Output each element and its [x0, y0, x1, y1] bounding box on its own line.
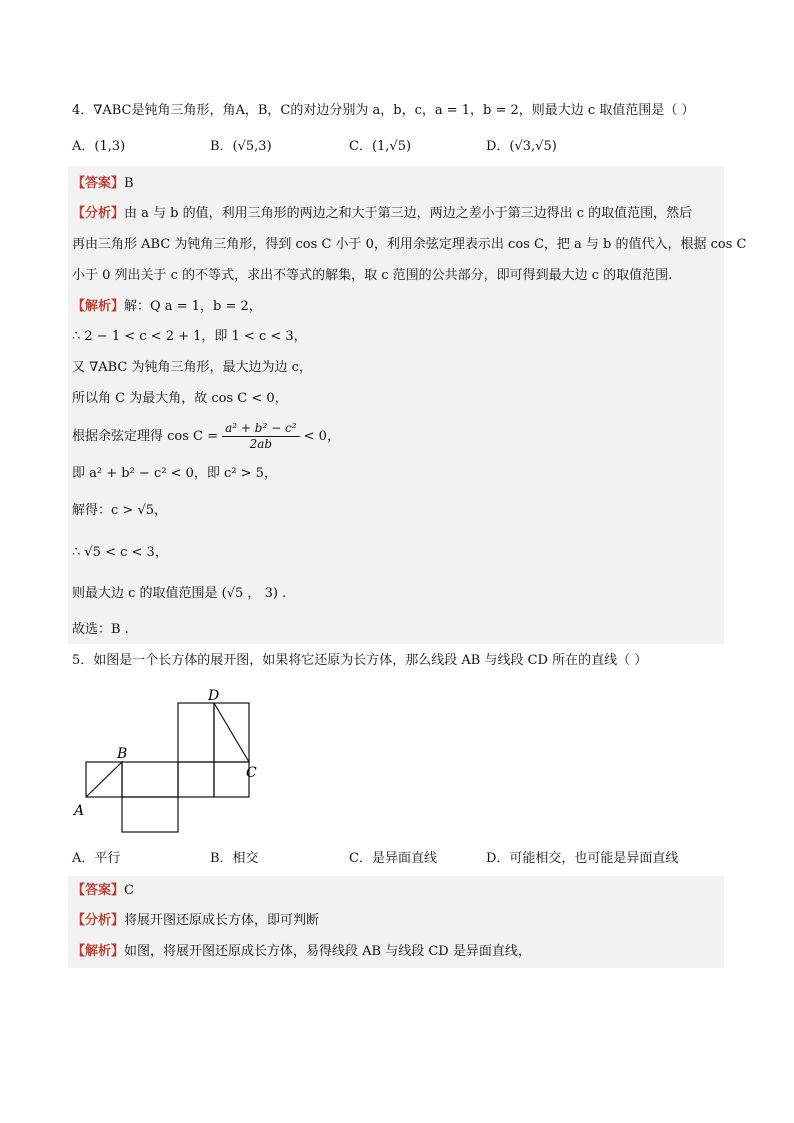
cosine-law-fraction: [222, 421, 299, 452]
answer-value: C: [124, 883, 134, 898]
q4-analysis-line-3: 小于 0 列出关于 c 的不等式，求出不等式的解集，取 c 范围的公共部分，即可得到最大边 c 的取值范围.: [72, 268, 673, 283]
q4-solution-line-5: [72, 420, 340, 454]
solution-text: 解：Q a = 1，b = 2，: [124, 299, 262, 314]
q5-option-b: B．相交: [210, 851, 259, 866]
q4-option-a: A．(1,3): [72, 139, 126, 154]
fraction-denominator: 2ab: [249, 437, 273, 451]
answer-value: B: [124, 176, 134, 191]
fraction-numerator: a² + b² − c²: [222, 421, 299, 437]
q4-solution-line-4: 所以角 C 为最大角，故 cos C < 0，: [72, 391, 288, 406]
q4-option-c: C．(1,√5): [349, 139, 412, 154]
net-face-top-left: [178, 703, 214, 762]
cosine-law-prefix: 根据余弦定理得 cos C =: [72, 429, 219, 444]
cuboid-net-diagram: [70, 684, 270, 836]
q5-option-a: A．平行: [72, 851, 121, 866]
q5-answer: [72, 881, 134, 901]
cosine-law-suffix: < 0，: [303, 429, 340, 444]
net-face-bottom: [122, 797, 178, 832]
analysis-tag: 【分析】: [72, 206, 125, 221]
q5-option-d: D．可能相交，也可能是异面直线: [486, 851, 679, 866]
label-d: D: [208, 688, 220, 704]
q5-stem: 5．如图是一个长方体的展开图，如果将它还原为长方体，那么线段 AB 与线段 CD 所在的直线（ ）: [72, 653, 648, 668]
net-face-left-middle: [122, 762, 178, 797]
q4-solution-line-10: 故选：B .: [72, 622, 129, 637]
solution-tag: 【解析】: [72, 944, 125, 959]
q5-analysis: [72, 911, 319, 931]
q4-solution-line-1: [72, 297, 262, 317]
solution-text: 如图，将展开图还原成长方体，易得线段 AB 与线段 CD 是异面直线，: [124, 944, 531, 959]
solution-tag: 【解析】: [72, 299, 125, 314]
answer-tag: 【答案】: [72, 176, 125, 191]
label-c: C: [246, 765, 257, 781]
q4-solution-line-2: ∴ 2 − 1 < c < 2 + 1，即 1 < c < 3，: [72, 329, 307, 344]
q5-option-c: C．是异面直线: [349, 851, 437, 866]
q4-solution-line-3: 又 ∇ABC 为钝角三角形，最大边为边 c，: [72, 360, 312, 375]
q4-option-d: D．(√3,√5): [486, 139, 557, 154]
segment-cd: [214, 703, 249, 762]
q4-solution-line-6: 即 a² + b² − c² < 0，即 c² > 5，: [72, 466, 277, 481]
q4-analysis-line-1: [72, 204, 692, 224]
q4-option-b: B．(√5,3): [210, 139, 272, 154]
label-b: B: [117, 746, 128, 762]
answer-tag: 【答案】: [72, 883, 125, 898]
label-a: A: [74, 803, 85, 819]
q5-solution: [72, 942, 531, 962]
analysis-tag: 【分析】: [72, 913, 125, 928]
analysis-text: 由 a 与 b 的值，利用三角形的两边之和大于第三边，两边之差小于第三边得出 c 的取值范围，然后: [124, 206, 693, 221]
q4-analysis-line-2: 再由三角形 ABC 为钝角三角形，得到 cos C 小于 0，利用余弦定理表示出 cos C，把 a 与 b 的值代入，根据 cos C: [72, 237, 747, 252]
analysis-text: 将展开图还原成长方体，即可判断: [124, 913, 320, 928]
q4-solution-line-8: ∴ √5 < c < 3，: [72, 545, 168, 560]
q4-solution-line-7: 解得：c > √5，: [72, 503, 167, 518]
q4-answer: [72, 174, 134, 194]
segment-ab: [86, 762, 122, 797]
net-face-right-middle: [214, 762, 249, 797]
net-face-middle: [178, 762, 214, 797]
q4-solution-line-9: 则最大边 c 的取值范围是 (√5 ， 3) .: [72, 586, 287, 601]
q4-stem: 4．∇ABC是钝角三角形，角A，B，C的对边分别为 a，b，c，a = 1，b = 2，则最大边 c 取值范围是（ ）: [72, 103, 695, 118]
